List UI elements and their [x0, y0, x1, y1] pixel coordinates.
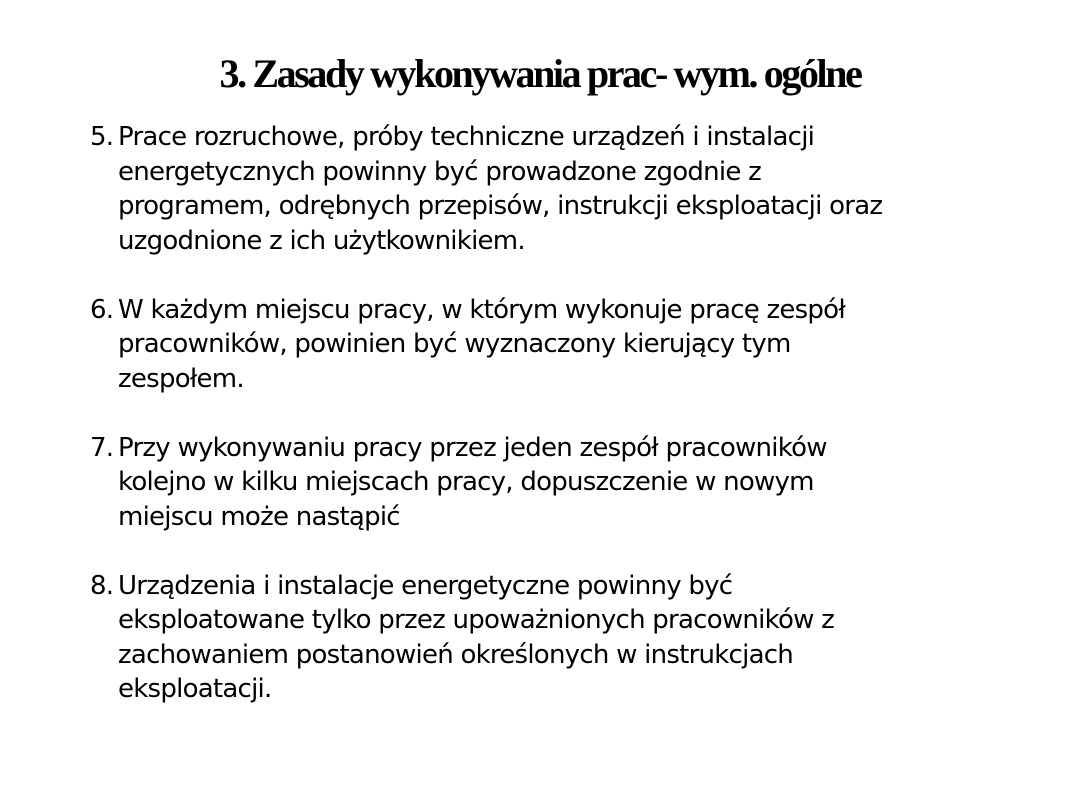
list-item: [90, 431, 990, 535]
item-text: Przy wykonywaniu pracy przez jeden zespół pracowników kolejno w kilku miejscach pracy, dopuszczenie w nowym miejscu może nastąpić: [118, 432, 827, 532]
item-number: 7.: [90, 432, 114, 463]
item-text: Prace rozruchowe, próby techniczne urządzeń i instalacji energetycznych powinny być prowadzone zgodnie z programem, odrębnych przepisów, instrukcji eksploatacji oraz uzgodnione z ich użytkownikiem.: [118, 122, 883, 256]
item-text: W każdym miejscu pracy, w którym wykonuje pracę zespół pracowników, powinien być wyznaczony kierujący tym zespołem.: [118, 294, 845, 394]
slide-title: 3. Zasady wykonywania prac- wym. ogólne: [219, 51, 861, 96]
item-text: Urządzenia i instalacje energetyczne powinny być eksploatowane tylko przez upoważnionych pracowników z zachowaniem postanowień określonych w instrukcjach eksploatacji.: [118, 570, 835, 704]
item-number: 6.: [90, 294, 114, 325]
list-item: [90, 293, 990, 397]
rules-list: [90, 120, 990, 741]
item-number: 5.: [90, 122, 114, 152]
list-item: [90, 569, 990, 707]
list-item: [90, 120, 990, 258]
item-number: 8.: [90, 570, 114, 601]
